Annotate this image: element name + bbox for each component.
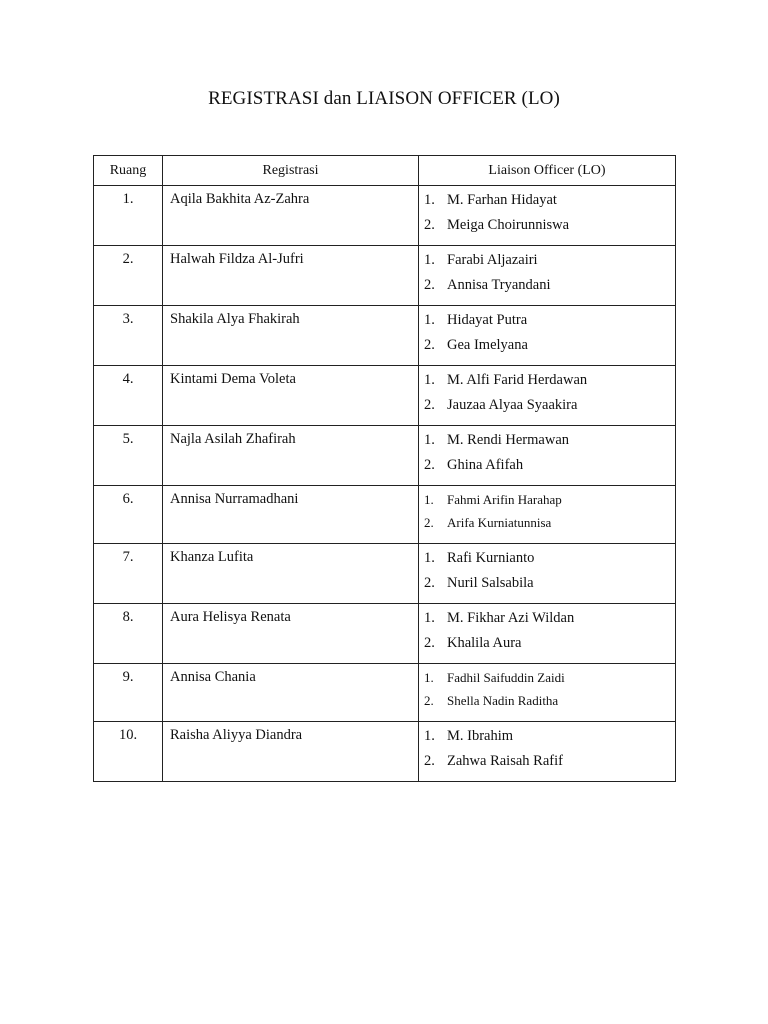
lo-item-name: Rafi Kurnianto: [447, 550, 535, 566]
lo-item-number: 2.: [424, 635, 435, 651]
registrasi-cell: Khanza Lufita: [163, 544, 419, 604]
lo-item-name: Meiga Choirunniswa: [447, 217, 570, 233]
lo-item-name: Ghina Afifah: [447, 457, 524, 473]
lo-list-item: [424, 275, 675, 300]
lo-item-name: Fadhil Saifuddin Zaidi: [447, 670, 565, 685]
lo-item-number: 1.: [424, 492, 434, 507]
lo-item-name: M. Farhan Hidayat: [447, 192, 557, 208]
lo-list-item: [424, 215, 675, 240]
lo-cell: [419, 486, 676, 544]
lo-list-item: [424, 430, 675, 455]
lo-item-name: M. Fikhar Azi Wildan: [447, 610, 575, 626]
ruang-cell: 3.: [94, 306, 163, 366]
registrasi-cell: Halwah Fildza Al-Jufri: [163, 246, 419, 306]
lo-item-number: 1.: [424, 252, 435, 268]
table-row: [94, 186, 676, 246]
lo-item-name: Nuril Salsabila: [447, 575, 534, 591]
lo-list-item: [424, 490, 675, 513]
lo-item-number: 2.: [424, 753, 435, 769]
lo-list-item: [424, 691, 675, 714]
lo-cell: [419, 306, 676, 366]
lo-cell: [419, 664, 676, 722]
lo-list-item: [424, 548, 675, 573]
table-row: [94, 486, 676, 544]
lo-list-item: [424, 395, 675, 420]
lo-list-item: [424, 455, 675, 480]
registrasi-cell: Aqila Bakhita Az-Zahra: [163, 186, 419, 246]
lo-item-name: Farabi Aljazairi: [447, 252, 538, 268]
lo-cell: [419, 246, 676, 306]
lo-cell: [419, 604, 676, 664]
lo-item-number: 2.: [424, 217, 435, 233]
lo-list-item: [424, 726, 675, 751]
table-row: [94, 664, 676, 722]
lo-item-number: 2.: [424, 337, 435, 353]
lo-list-item: [424, 668, 675, 691]
lo-item-number: 1.: [424, 670, 434, 685]
lo-item-number: 1.: [424, 432, 435, 448]
page-title: REGISTRASI dan LIAISON OFFICER (LO): [208, 88, 560, 109]
table-row: [94, 544, 676, 604]
lo-item-name: Zahwa Raisah Rafif: [447, 753, 563, 769]
lo-item-number: 2.: [424, 693, 434, 708]
table-row: [94, 246, 676, 306]
lo-item-number: 1.: [424, 192, 435, 208]
registrasi-cell: Annisa Chania: [163, 664, 419, 722]
lo-item-name: M. Alfi Farid Herdawan: [447, 372, 588, 388]
lo-item-number: 1.: [424, 728, 435, 744]
ruang-cell: 2.: [94, 246, 163, 306]
lo-item-number: 2.: [424, 515, 434, 530]
lo-item-name: Khalila Aura: [447, 635, 522, 651]
lo-item-name: M. Ibrahim: [447, 728, 514, 744]
ruang-cell: 7.: [94, 544, 163, 604]
lo-cell: [419, 544, 676, 604]
lo-item-name: Shella Nadin Raditha: [447, 693, 559, 708]
ruang-cell: 6.: [94, 486, 163, 544]
lo-list-item: [424, 310, 675, 335]
lo-item-name: Hidayat Putra: [447, 312, 528, 328]
lo-item-name: Gea Imelyana: [447, 337, 528, 353]
registration-table: [93, 155, 676, 782]
lo-cell: [419, 426, 676, 486]
lo-item-name: Jauzaa Alyaa Syaakira: [447, 397, 578, 413]
lo-item-number: 1.: [424, 610, 435, 626]
lo-item-name: M. Rendi Hermawan: [447, 432, 570, 448]
lo-item-number: 2.: [424, 397, 435, 413]
table-row: [94, 426, 676, 486]
lo-list-item: [424, 190, 675, 215]
registrasi-cell: Raisha Aliyya Diandra: [163, 722, 419, 782]
lo-list-item: [424, 250, 675, 275]
registrasi-cell: Aura Helisya Renata: [163, 604, 419, 664]
ruang-cell: 10.: [94, 722, 163, 782]
lo-item-number: 1.: [424, 312, 435, 328]
lo-item-name: Annisa Tryandani: [447, 277, 551, 293]
lo-cell: [419, 722, 676, 782]
lo-item-name: Arifa Kurniatunnisa: [447, 515, 552, 530]
header-ruang: Ruang: [94, 156, 163, 186]
lo-cell: [419, 366, 676, 426]
lo-item-name: Fahmi Arifin Harahap: [447, 492, 562, 507]
ruang-cell: 1.: [94, 186, 163, 246]
lo-list-item: [424, 751, 675, 776]
registrasi-cell: Annisa Nurramadhani: [163, 486, 419, 544]
lo-item-number: 1.: [424, 550, 435, 566]
lo-list-item: [424, 633, 675, 658]
lo-list-item: [424, 370, 675, 395]
table-row: [94, 722, 676, 782]
ruang-cell: 5.: [94, 426, 163, 486]
lo-list-item: [424, 335, 675, 360]
table-row: [94, 306, 676, 366]
ruang-cell: 9.: [94, 664, 163, 722]
header-registrasi: Registrasi: [163, 156, 419, 186]
lo-list-item: [424, 513, 675, 536]
table-header-row: [94, 156, 676, 186]
table-row: [94, 366, 676, 426]
ruang-cell: 8.: [94, 604, 163, 664]
registrasi-cell: Shakila Alya Fhakirah: [163, 306, 419, 366]
lo-item-number: 2.: [424, 575, 435, 591]
lo-item-number: 1.: [424, 372, 435, 388]
ruang-cell: 4.: [94, 366, 163, 426]
table-row: [94, 604, 676, 664]
lo-item-number: 2.: [424, 277, 435, 293]
lo-item-number: 2.: [424, 457, 435, 473]
registrasi-cell: Kintami Dema Voleta: [163, 366, 419, 426]
lo-cell: [419, 186, 676, 246]
lo-list-item: [424, 573, 675, 598]
registrasi-cell: Najla Asilah Zhafirah: [163, 426, 419, 486]
header-liaison-officer: Liaison Officer (LO): [419, 156, 676, 186]
lo-list-item: [424, 608, 675, 633]
